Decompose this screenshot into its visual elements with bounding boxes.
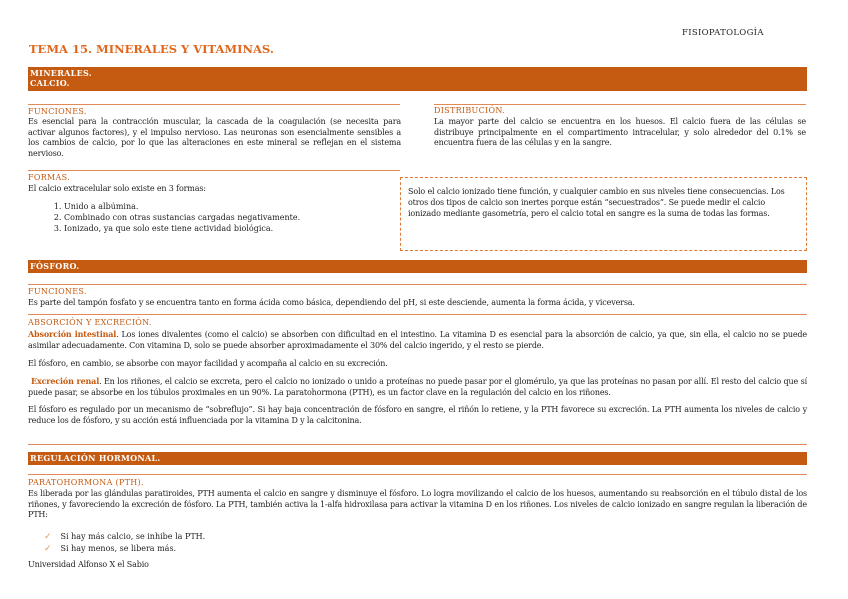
section-bar-fosforo xyxy=(28,260,807,273)
formas-note-text: Solo el calcio ionizado tiene función, y cualquier cambio en sus niveles tiene consecuencias. Los otros dos tipos de calcio son inertes porque están “secuestrados”. Se puede medir el calcio ionizado mediante gasometría, pero el calcio total en sangre es la suma de todas las formas. xyxy=(408,187,785,218)
pth-heading: PARATOHORMONA (PTH). xyxy=(28,478,144,487)
excrecion-label: Excreción renal xyxy=(31,376,100,386)
absorcion-label: Absorción intestinal xyxy=(28,329,117,339)
fosforo-funciones-heading: FUNCIONES. xyxy=(28,287,87,296)
page-title: TEMA 15. MINERALES Y VITAMINAS. xyxy=(29,42,274,56)
section-label-calcio: CALCIO. xyxy=(30,78,70,88)
divider xyxy=(28,170,400,171)
list-item: 3. Ionizado, ya que solo este tiene actividad biológica. xyxy=(64,223,400,234)
excrecion-paragraph xyxy=(28,376,807,398)
formas-note-box xyxy=(400,177,807,251)
divider xyxy=(434,104,806,105)
list-item: ✓ Si hay menos, se libera más. xyxy=(44,544,177,554)
divider xyxy=(28,284,807,285)
formas-heading: FORMAS. xyxy=(28,173,70,182)
list-item: ✓ Si hay más calcio, se inhibe la PTH. xyxy=(44,532,206,542)
divider xyxy=(28,104,400,105)
section-bar-regulacion xyxy=(28,452,807,465)
excrecion-text: . En los riñones, el calcio se excreta, pero el calcio no ionizado o unido a proteínas no puede pasar por el glomérulo, ya que las proteínas no pasan por allí. El resto del calcio que sí puede pasar, se absorbe en los túbulos proximales en un 90%. La paratohormona (PTH), es un factor clave en la regulación del calcio en los riñones. xyxy=(28,377,807,397)
formas-intro: El calcio extracelular solo existe en 3 formas: xyxy=(28,184,206,193)
absorcion-text-2: El fósforo, en cambio, se absorbe con mayor facilidad y acompaña al calcio en su excreción. xyxy=(28,359,388,368)
absorcion-heading: ABSORCIÓN Y EXCRECIÓN. xyxy=(28,318,152,327)
section-label-fosforo: FÓSFORO. xyxy=(30,261,80,271)
section-label-minerales: MINERALES. xyxy=(30,68,92,78)
divider xyxy=(28,314,807,315)
funciones-heading: FUNCIONES. xyxy=(28,107,87,116)
absorcion-text: . Los iones divalentes (como el calcio) se absorben con dificultad en el intestino. La vitamina D es esencial para la absorción de calcio, ya que, sin ella, el calcio no se puede asimilar adecuadamente. Con vitamina D, solo se puede absorber aproximadamente el 30% del calcio ingerido, y el resto se pierde. xyxy=(28,330,807,350)
footer-university: Universidad Alfonso X el Sabio xyxy=(28,560,149,569)
subject-header: FISIOPATOLOGÍA xyxy=(682,28,764,38)
divider xyxy=(28,444,807,445)
section-bar-minerales xyxy=(28,67,807,91)
regulacion-fosforo-text: El fósforo es regulado por un mecanismo de “sobreflujo”. Si hay baja concentración de fósforo en sangre, el riñón lo retiene, y la PTH favorece su excreción. La PTH aumenta los niveles de calcio y reduce los de fósforo, y su acción está influenciada por la vitamina D y la calcitonina. xyxy=(28,405,807,425)
distribucion-heading: DISTRIBUCIÓN. xyxy=(434,106,505,115)
checkmark-icon: ✓ xyxy=(44,532,52,542)
distribucion-text: La mayor parte del calcio se encuentra en los huesos. El calcio fuera de las células se distribuye principalmente en el compartimento intracelular, y solo alrededor del 0.1% se encuentra fuera de las células y en la sangre. xyxy=(434,117,806,147)
list-item: 2. Combinado con otras sustancias cargadas negativamente. xyxy=(64,212,400,223)
fosforo-funciones-text: Es parte del tampón fosfato y se encuentra tanto en forma ácida como básica, dependiendo del pH, si este desciende, aumenta la forma ácida, y viceversa. xyxy=(28,298,635,307)
list-item: 1. Unido a albúmina. xyxy=(64,201,400,212)
funciones-text: Es esencial para la contracción muscular, la cascada de la coagulación (se necesita para activar algunos factores), y el impulso nervioso. Las neuronas son esencialmente sensibles a los cambios de calcio, por lo que las alteraciones en este mineral se reflejan en el sistema nervioso. xyxy=(28,117,401,158)
section-label-regulacion: REGULACIÓN HORMONAL. xyxy=(30,453,161,463)
pth-text: Es liberada por las glándulas paratiroides, PTH aumenta el calcio en sangre y disminuye el fósforo. Lo logra movilizando el calcio de los huesos, aumentando su reabsorción en el túbulo distal de los riñones, y favoreciendo la excreción de fósforo. La PTH, también activa la 1-alfa hidroxilasa para activar la vitamina D en los riñones. Los niveles de calcio ionizado en sangre regulan la liberación de PTH: xyxy=(28,489,807,519)
absorcion-paragraph xyxy=(28,329,807,351)
checkmark-icon: ✓ xyxy=(44,544,52,554)
pth-bullets xyxy=(44,531,205,555)
formas-list xyxy=(28,201,400,234)
divider xyxy=(28,474,807,475)
